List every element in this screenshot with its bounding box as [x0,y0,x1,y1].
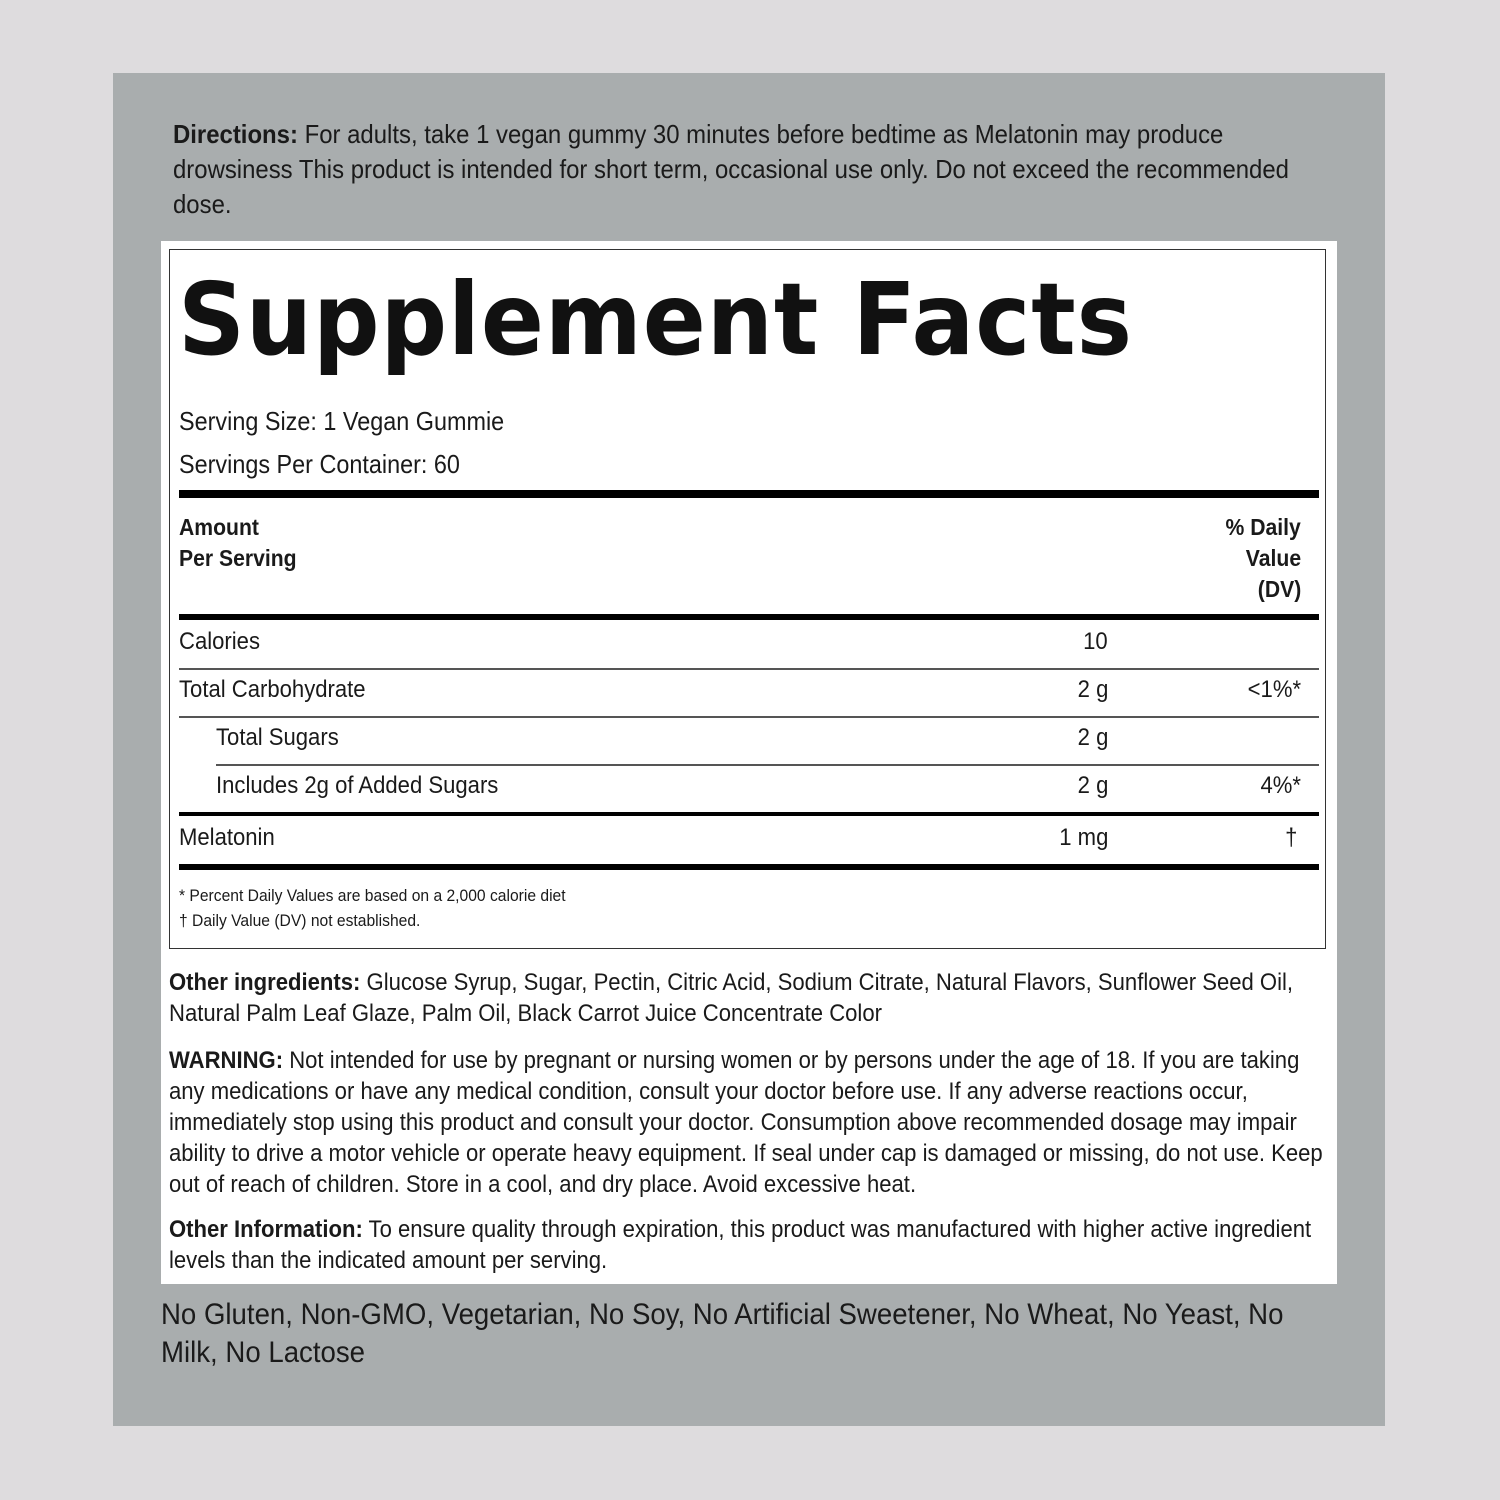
nutrient-amount-melatonin: 1 mg [1058,824,1108,851]
servings-per-container: Servings Per Container: 60 [179,449,460,479]
other-information [169,1214,1328,1276]
amount-header-line2: Per Serving [179,545,297,571]
other-ingredients-body: Glucose Syrup, Sugar, Pectin, Citric Acid, Sodium Citrate, Natural Flavors, Sunflower Seed Oil, Natural Palm Leaf Glaze, Palm Oil, Black Carrot Juice Concentrate Color [169,969,1294,1027]
supplement-facts-box [169,249,1326,949]
nutrient-label-melatonin: Melatonin [179,824,275,851]
label-white-area [161,241,1337,1284]
facts-title: Supplement Facts [178,261,1133,378]
thick-divider [179,490,1319,498]
medium-divider [179,614,1319,620]
nutrient-label-total-carbohydrate: Total Carbohydrate [179,676,366,703]
bottom-divider [179,864,1319,870]
nutrient-label-total-sugars: Total Sugars [216,724,339,751]
directions-label: Directions: [173,119,298,149]
serving-size: Serving Size: 1 Vegan Gummie [179,406,505,436]
free-from-claims: No Gluten, Non-GMO, Vegetarian, No Soy, No Artificial Sweetener, No Wheat, No Yeast, No Milk, No Lactose [161,1298,1284,1369]
nutrient-label-calories: Calories [179,628,260,655]
dv-header-line2: Value [1245,545,1301,571]
dv-header-line1: % Daily [1225,514,1301,540]
other-ingredients-label: Other ingredients: [169,969,361,996]
dv-header-line3: (DV) [1257,576,1301,602]
label-panel [113,73,1385,1426]
other-information-body: To ensure quality through expiration, this product was manufactured with higher active ingredient levels than the indicated amount per serving. [169,1216,1312,1274]
directions-body: For adults, take 1 vegan gummy 30 minutes before bedtime as Melatonin may produce drowsiness This product is intended for short term, occasional use only. Do not exceed the recommended dose. [173,119,1289,219]
nutrient-label-added-sugars: Includes 2g of Added Sugars [216,772,499,799]
footnote-percent-dv: * Percent Daily Values are based on a 2,000 calorie diet [179,886,566,905]
directions-text [173,117,1323,222]
nutrient-dv-melatonin: † [1284,824,1297,851]
warning-text [169,1045,1328,1200]
warning-label: WARNING: [169,1047,284,1074]
nutrient-amount-total-sugars: 2 g [1077,724,1108,751]
section-divider [179,812,1319,816]
row-divider [179,668,1319,670]
row-divider [179,716,1319,718]
other-information-label: Other Information: [169,1216,363,1243]
nutrient-dv-total-carbohydrate: <1%* [1247,676,1301,703]
nutrient-dv-added-sugars: 4%* [1260,772,1301,799]
footnote-dv-not-established: † Daily Value (DV) not established. [179,911,421,930]
nutrient-amount-total-carbohydrate: 2 g [1077,676,1108,703]
amount-header-line1: Amount [179,514,259,540]
nutrient-amount-added-sugars: 2 g [1077,772,1108,799]
warning-body: Not intended for use by pregnant or nursing women or by persons under the age of 18. If you are taking any medications or have any medical condition, consult your doctor before use. If any adverse reactions occur, immediately stop using this product and consult your doctor. Consumption above recommended dosage may impair ability to drive a motor vehicle or operate heavy equipment. If seal under cap is damaged or missing, do not use. Keep out of reach of children. Store in a cool, and dry place. Avoid excessive heat. [169,1047,1323,1198]
other-ingredients [169,967,1328,1029]
nutrient-amount-calories: 10 [1083,628,1108,655]
row-divider [216,764,1319,766]
